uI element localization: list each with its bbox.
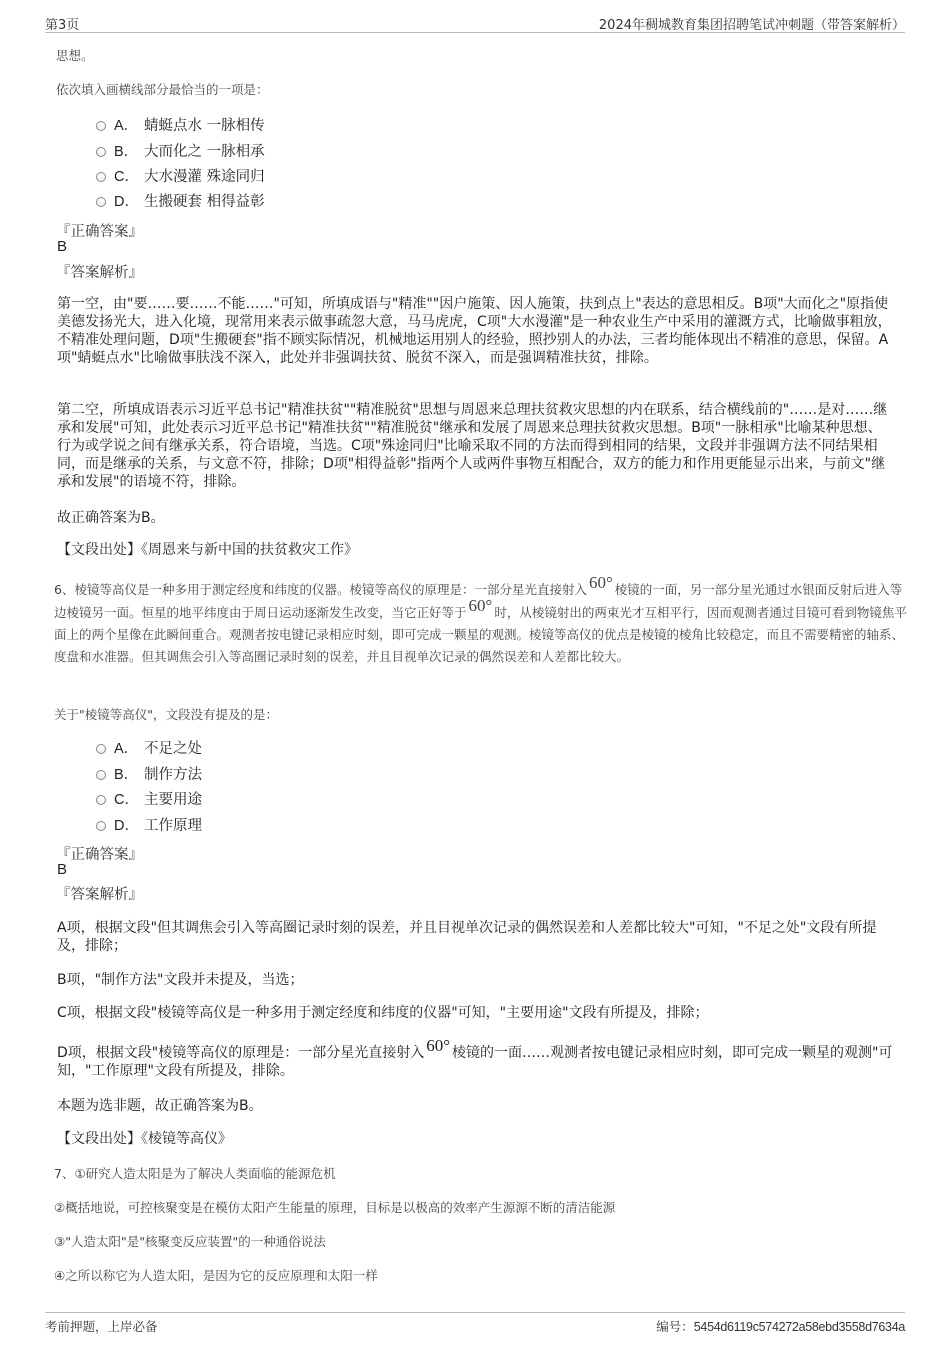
document-code: 编号：5454d6119c574272a58ebd3558d7634a bbox=[656, 1319, 905, 1334]
question-6-passage: 6、棱镜等高仪是一种多用于测定经度和纬度的仪器。棱镜等高仪的原理是：一部分星光直接射入 60° 棱镜的一面，另一部分星光通过水银面反射后进入等边棱镜另一面。恒星的地平纬度由于周日运动逐渐发生改变，当它正好等于 60° 时，从棱镜射出的两束光才互相平行，因而观测者通过目镜可看到物镜焦平面上的两个星像在此瞬间重合。观测者按电键记录相应时刻，即可完成一颗星的观测。棱镜等高仪的优点是棱镜的棱角比较稳定，而且不需要精密的轴系、度盘和水准器。但其调焦会引入等高圈记录时刻的误差，并且目视单次记录的偶然误差和人差都比较大。 bbox=[54, 573, 907, 664]
radio-icon[interactable] bbox=[96, 795, 106, 805]
option-d[interactable]: D． 工作原理 bbox=[96, 814, 202, 834]
answer-label: 『正确答案』 bbox=[56, 847, 143, 863]
radio-icon[interactable] bbox=[96, 147, 106, 157]
analysis-conclusion: 本题为选非题，故正确答案为B。 bbox=[57, 1098, 263, 1114]
analysis-label: 『答案解析』 bbox=[56, 265, 143, 281]
question-7-item-2: ②概括地说，可控核聚变是在模仿太阳产生能量的原理，目标是以极高的效率产生源源不断的清洁能源 bbox=[54, 1200, 616, 1215]
analysis-option-c: C项，根据文段"棱镜等高仪是一种多用于测定经度和纬度的仪器"可知，"主要用途"文段有所提及，排除； bbox=[57, 1005, 709, 1021]
degree-value: 60° bbox=[426, 1036, 451, 1055]
answer-value: B bbox=[57, 238, 68, 255]
degree-value: 60° bbox=[468, 596, 493, 615]
radio-icon[interactable] bbox=[96, 121, 106, 131]
option-c[interactable]: C． 主要用途 bbox=[96, 788, 202, 808]
radio-icon[interactable] bbox=[96, 744, 106, 754]
analysis-label: 『答案解析』 bbox=[56, 887, 143, 903]
radio-icon[interactable] bbox=[96, 821, 106, 831]
question-7-item-3: ③"人造太阳"是"核聚变反应装置"的一种通俗说法 bbox=[54, 1234, 326, 1249]
radio-icon[interactable] bbox=[96, 172, 106, 182]
analysis-conclusion: 故正确答案为B。 bbox=[57, 510, 165, 526]
degree-value: 60° bbox=[588, 573, 613, 592]
radio-icon[interactable] bbox=[96, 197, 106, 207]
answer-value: B bbox=[57, 861, 68, 878]
page-number: 第3页 bbox=[45, 18, 80, 33]
answer-label: 『正确答案』 bbox=[56, 224, 143, 240]
analysis-option-b: B项，"制作方法"文段并未提及，当选； bbox=[57, 972, 304, 988]
prev-text: 思想。 bbox=[56, 48, 94, 63]
option-b[interactable]: B． 制作方法 bbox=[96, 763, 202, 783]
analysis-option-a: A项，根据文段"但其调焦会引入等高圈记录时刻的误差，并且目视单次记录的偶然误差和人差都比较大"可知，"不足之处"文段有所提及，排除； bbox=[57, 920, 877, 954]
option-b[interactable]: B． 大而化之 一脉相承 bbox=[96, 140, 265, 160]
option-a[interactable]: A． 不足之处 bbox=[96, 737, 202, 757]
question-prompt: 关于"棱镜等高仪"，文段没有提及的是： bbox=[54, 707, 278, 722]
analysis-paragraph-2: 第二空，所填成语表示习近平总书记"精准扶贫""精准脱贫"思想与周恩来总理扶贫救灾思想的内在联系，结合横线前的"……是对……继承和发展"可知，此处表示习近平总书记"精准扶贫""精准脱贫"继承和发展了周恩来总理扶贫救灾思想。B项"一脉相承"比喻某种思想、行为或学说之间有继承关系，符合语境，当选。C项"殊途同归"比喻采取不同的方法而得到相同的结果，文段并非强调方法不同结果相同，而是继承的关系，与文意不符，排除；D项"相得益彰"指两个人或两件事物互相配合，双方的能力和作用更能显示出来，与前文"继承和发展"的语境不符，排除。 bbox=[57, 402, 888, 490]
analysis-paragraph-1: 第一空，由"要……要……不能……"可知，所填成语与"精准""因户施策、因人施策，扶到点上"表达的意思相反。B项"大而化之"原指使美德发扬光大，进入化境，现常用来表示做事疏忽大意，马马虎虎，C项"大水漫灌"是一种农业生产中采用的灌溉方式，比喻做事粗放，不精准处理问题，D项"生搬硬套"指不顾实际情况，机械地运用别人的经验，照抄别人的办法，三者均能体现出不精准的意思，保留。A项"蜻蜓点水"比喻做事肤浅不深入，此处并非强调扶贫、脱贫不深入，而是强调精准扶贫，排除。 bbox=[57, 296, 892, 366]
source-citation: 【文段出处】《棱镜等高仪》 bbox=[57, 1131, 232, 1147]
option-c[interactable]: C． 大水漫灌 殊途同归 bbox=[96, 165, 265, 185]
option-d[interactable]: D． 生搬硬套 相得益彰 bbox=[96, 190, 265, 210]
page-footer bbox=[45, 1312, 905, 1337]
source-citation: 【文段出处】《周恩来与新中国的扶贫救灾工作》 bbox=[57, 542, 358, 558]
page-header bbox=[45, 12, 905, 33]
question-7-item-4: ④之所以称它为人造太阳，是因为它的反应原理和太阳一样 bbox=[54, 1268, 378, 1283]
analysis-option-d: D项，根据文段"棱镜等高仪的原理是：一部分星光直接射入 60° 棱镜的一面……观测者按电键记录相应时刻，即可完成一颗星的观测"可知，"工作原理"文段有所提及，排除。 bbox=[57, 1036, 893, 1079]
question-prompt: 依次填入画横线部分最恰当的一项是： bbox=[56, 82, 269, 97]
option-a[interactable]: A． 蜻蜓点水 一脉相传 bbox=[96, 114, 265, 134]
document-title: 2024年稠城教育集团招聘笔试冲刺题（带答案解析） bbox=[598, 18, 905, 33]
radio-icon[interactable] bbox=[96, 770, 106, 780]
question-7-item-1: 7、①研究人造太阳是为了解决人类面临的能源危机 bbox=[54, 1166, 336, 1181]
footer-slogan: 考前押题，上岸必备 bbox=[45, 1319, 158, 1334]
